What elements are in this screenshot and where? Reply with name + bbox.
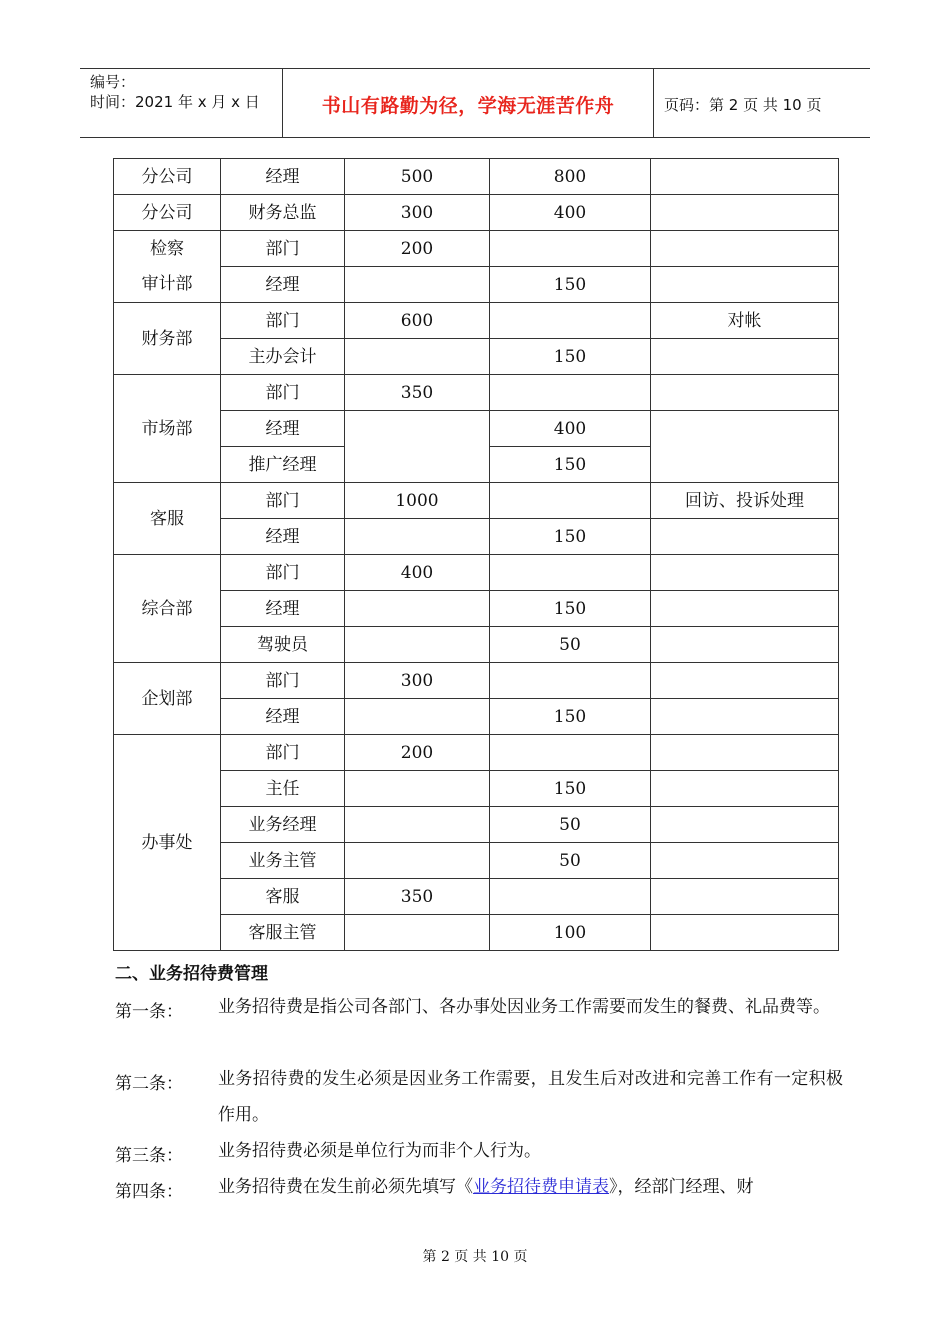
document-number-label: 编号： bbox=[90, 73, 136, 91]
table-cell: 经理 bbox=[221, 699, 345, 735]
table-row bbox=[114, 303, 839, 339]
page-footer: 第 2 页 共 10 页 bbox=[422, 1249, 528, 1265]
table-cell: 50 bbox=[490, 807, 651, 843]
application-form-link[interactable]: 业务招待费申请表 bbox=[473, 1177, 609, 1197]
table-cell: 推广经理 bbox=[221, 447, 345, 483]
table-cell: 审计部 bbox=[114, 267, 221, 303]
table-cell: 驾驶员 bbox=[221, 627, 345, 663]
table-cell: 部门 bbox=[221, 375, 345, 411]
table-row bbox=[114, 663, 839, 699]
table-cell: 300 bbox=[345, 195, 490, 231]
article-text: 业务招待费是指公司各部门、各办事处因业务工作需要而发生的餐费、礼品费等。 bbox=[218, 997, 830, 1017]
table-cell bbox=[490, 663, 651, 699]
table-cell bbox=[345, 843, 490, 879]
table-row bbox=[114, 807, 839, 843]
table-cell: 财务部 bbox=[114, 303, 221, 375]
table-row bbox=[114, 411, 839, 447]
table-cell bbox=[651, 375, 839, 411]
table-row bbox=[114, 699, 839, 735]
table-cell: 客服 bbox=[114, 483, 221, 555]
table-cell: 150 bbox=[490, 519, 651, 555]
table-cell bbox=[345, 627, 490, 663]
article-text bbox=[218, 1169, 843, 1205]
table-cell: 部门 bbox=[221, 231, 345, 267]
table-row bbox=[114, 231, 839, 267]
table-cell: 市场部 bbox=[114, 375, 221, 483]
table-cell bbox=[651, 231, 839, 267]
table-cell bbox=[345, 771, 490, 807]
header-motto: 书山有路勤为径，学海无涯苦作舟 bbox=[321, 95, 615, 117]
table-cell: 业务经理 bbox=[221, 807, 345, 843]
table-cell bbox=[490, 303, 651, 339]
table-cell: 150 bbox=[490, 699, 651, 735]
table-cell: 50 bbox=[490, 627, 651, 663]
table-cell bbox=[490, 483, 651, 519]
article-label: 第三条： bbox=[115, 1146, 183, 1166]
table-cell: 150 bbox=[490, 447, 651, 483]
table-row bbox=[114, 915, 839, 951]
table-cell: 150 bbox=[490, 267, 651, 303]
table-cell bbox=[345, 411, 490, 483]
table-cell: 400 bbox=[345, 555, 490, 591]
article-text-after: 》，经部门经理、财 bbox=[609, 1177, 754, 1197]
table-cell bbox=[651, 699, 839, 735]
table-cell bbox=[651, 555, 839, 591]
table-cell bbox=[651, 735, 839, 771]
document-date-label: 时间：2021 年 x 月 x 日 bbox=[90, 93, 260, 111]
table-cell: 部门 bbox=[221, 663, 345, 699]
table-cell: 1000 bbox=[345, 483, 490, 519]
table-row bbox=[114, 375, 839, 411]
table-cell: 300 bbox=[345, 663, 490, 699]
budget-table bbox=[113, 158, 839, 951]
table-cell bbox=[345, 339, 490, 375]
table-cell: 财务总监 bbox=[221, 195, 345, 231]
table-cell: 经理 bbox=[221, 267, 345, 303]
table-cell bbox=[651, 159, 839, 195]
table-cell bbox=[345, 915, 490, 951]
article-text: 业务招待费的发生必须是因业务工作需要，且发生后对改进和完善工作有一定积极作用。 bbox=[218, 1069, 843, 1125]
table-cell: 业务主管 bbox=[221, 843, 345, 879]
table-cell: 200 bbox=[345, 231, 490, 267]
table-cell: 50 bbox=[490, 843, 651, 879]
table-cell: 分公司 bbox=[114, 195, 221, 231]
table-cell bbox=[490, 735, 651, 771]
article-label: 第二条： bbox=[115, 1074, 183, 1094]
table-cell bbox=[490, 231, 651, 267]
article-text-before: 业务招待费在发生前必须先填写《 bbox=[218, 1177, 473, 1197]
table-cell: 部门 bbox=[221, 483, 345, 519]
header-info-cell bbox=[80, 69, 283, 137]
table-row bbox=[114, 627, 839, 663]
table-cell bbox=[651, 519, 839, 555]
table-cell: 主办会计 bbox=[221, 339, 345, 375]
table-cell: 400 bbox=[490, 411, 651, 447]
table-cell bbox=[490, 555, 651, 591]
table-row bbox=[114, 267, 839, 303]
table-cell bbox=[651, 267, 839, 303]
article-label: 第一条： bbox=[115, 1002, 183, 1022]
table-row bbox=[114, 771, 839, 807]
table-cell: 企划部 bbox=[114, 663, 221, 735]
table-cell: 经理 bbox=[221, 591, 345, 627]
table-cell: 150 bbox=[490, 591, 651, 627]
table-cell bbox=[345, 699, 490, 735]
table-row bbox=[114, 159, 839, 195]
table-cell bbox=[651, 663, 839, 699]
table-cell: 400 bbox=[490, 195, 651, 231]
table-cell: 客服主管 bbox=[221, 915, 345, 951]
table-cell: 150 bbox=[490, 771, 651, 807]
table-cell: 检察 bbox=[114, 231, 221, 267]
table-row bbox=[114, 339, 839, 375]
table-cell bbox=[345, 267, 490, 303]
table-cell: 部门 bbox=[221, 303, 345, 339]
table-cell: 经理 bbox=[221, 159, 345, 195]
table-cell: 经理 bbox=[221, 411, 345, 447]
table-cell: 对帐 bbox=[651, 303, 839, 339]
header-page-cell bbox=[654, 69, 870, 137]
table-cell bbox=[651, 915, 839, 951]
article-label: 第四条： bbox=[115, 1182, 183, 1202]
table-cell bbox=[651, 411, 839, 483]
table-cell: 800 bbox=[490, 159, 651, 195]
table-cell: 部门 bbox=[221, 555, 345, 591]
table-row bbox=[114, 843, 839, 879]
table-cell: 200 bbox=[345, 735, 490, 771]
section-heading: 二、业务招待费管理 bbox=[115, 964, 268, 984]
table-row bbox=[114, 879, 839, 915]
table-cell: 分公司 bbox=[114, 159, 221, 195]
table-cell bbox=[651, 771, 839, 807]
table-cell: 600 bbox=[345, 303, 490, 339]
table-cell bbox=[651, 591, 839, 627]
table-cell: 100 bbox=[490, 915, 651, 951]
table-row bbox=[114, 483, 839, 519]
table-cell bbox=[651, 879, 839, 915]
table-cell: 350 bbox=[345, 375, 490, 411]
table-cell bbox=[651, 195, 839, 231]
table-cell: 回访、投诉处理 bbox=[651, 483, 839, 519]
table-row bbox=[114, 591, 839, 627]
table-cell bbox=[651, 627, 839, 663]
article-text: 业务招待费必须是单位行为而非个人行为。 bbox=[218, 1141, 541, 1161]
table-cell: 客服 bbox=[221, 879, 345, 915]
table-row bbox=[114, 195, 839, 231]
table-cell: 办事处 bbox=[114, 735, 221, 951]
table-cell bbox=[345, 519, 490, 555]
table-cell bbox=[651, 843, 839, 879]
table-cell: 350 bbox=[345, 879, 490, 915]
table-cell: 150 bbox=[490, 339, 651, 375]
table-cell bbox=[345, 807, 490, 843]
table-cell: 经理 bbox=[221, 519, 345, 555]
table-row bbox=[114, 555, 839, 591]
table-cell: 500 bbox=[345, 159, 490, 195]
table-cell bbox=[490, 375, 651, 411]
header-page-number: 页码：第 2 页 共 10 页 bbox=[664, 96, 822, 114]
table-row bbox=[114, 519, 839, 555]
table-cell bbox=[651, 807, 839, 843]
table-cell bbox=[490, 879, 651, 915]
table-cell: 主任 bbox=[221, 771, 345, 807]
page-header bbox=[80, 68, 870, 138]
table-row bbox=[114, 735, 839, 771]
table-cell: 部门 bbox=[221, 735, 345, 771]
table-cell bbox=[345, 591, 490, 627]
table-cell bbox=[651, 339, 839, 375]
table-cell: 综合部 bbox=[114, 555, 221, 663]
header-motto-cell bbox=[283, 69, 654, 137]
